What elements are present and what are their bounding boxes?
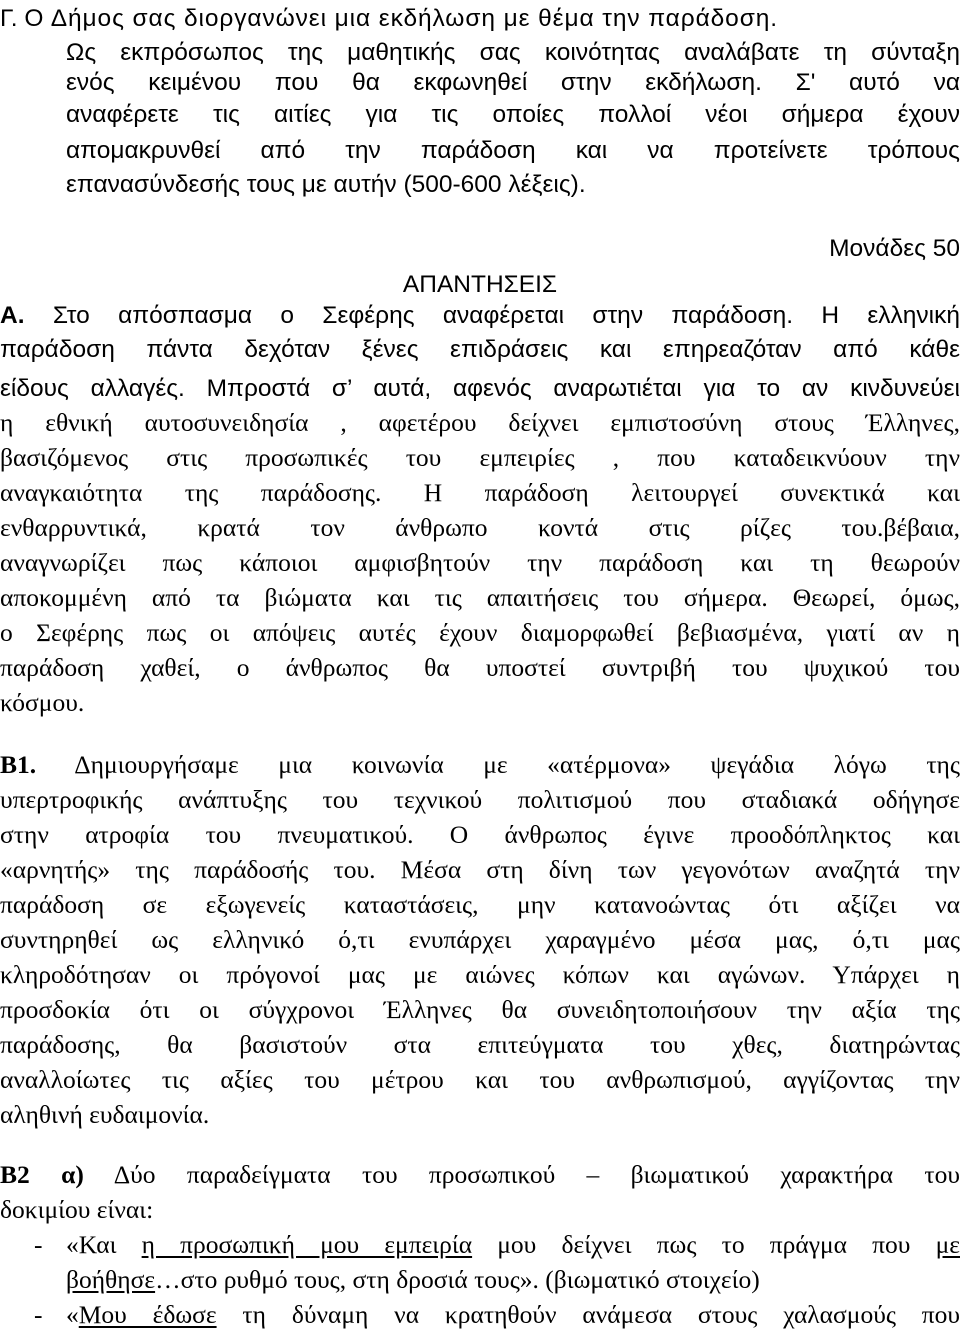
question-g-line-4: αναφέρετε τις αιτίες για τις οποίες πολλοί νέοι σήμερα έχουν bbox=[66, 101, 960, 128]
answer-a-line: είδους αλλαγές. Μπροστά σ’ αυτά, αφενός αναρωτιέται για το αν κινδυνεύει bbox=[0, 375, 960, 402]
answer-b1-line: στην ατροφία του πνευματικού. Ο άνθρωπος έγινε προοδόπληκτος και bbox=[0, 820, 960, 849]
answer-b1-line: αναλλοίωτες τις αξίες του μέτρου και του ανθρωπισμού, αγγίζοντας την bbox=[0, 1065, 960, 1094]
answer-b1-line: συντηρηθεί ως ελληνικό ό,τι ενυπάρχει χαραγμένο μέσα μας, ό,τι μας bbox=[0, 925, 960, 954]
answer-b2-line-2: δοκιμίου είναι: bbox=[0, 1195, 154, 1224]
answer-a-line: παράδοση χαθεί, ο άνθρωπος θα υποστεί συντριβή του ψυχικού του bbox=[0, 653, 960, 682]
answer-a-line: βασιζόμενος στις προσωπικές του εμπειρίες , που καταδεικνύουν την bbox=[0, 443, 960, 472]
question-g-line-3: ενός κειμένου που θα εκφωνηθεί στην εκδήλωση. Σ' αυτό να bbox=[66, 69, 960, 96]
answer-a-line: Α. Στο απόσπασμα ο Σεφέρης αναφέρεται στην παράδοση. Η ελληνική bbox=[0, 302, 960, 329]
answers-heading: ΑΠΑΝΤΗΣΕΙΣ bbox=[402, 271, 558, 298]
answer-b1-line: κληροδότησαν οι πρόγονοί μας με αιώνες κόπων και αγώνων. Υπάρχει η bbox=[0, 960, 960, 989]
question-g-label: Γ. bbox=[0, 5, 18, 32]
bullet-dash: - bbox=[34, 1300, 43, 1329]
answer-a-line: ο Σεφέρης πως οι απόψεις αυτές έχουν διαμορφωθεί βεβιασμένα, γιατί αν η bbox=[0, 618, 960, 647]
answer-b1-line: παράδοσης, θα βασιστούν στα επιτεύγματα του χθες, διατηρώντας bbox=[0, 1030, 960, 1059]
underlined-phrase: βοήθησε bbox=[66, 1265, 156, 1294]
answer-b2-line-1: Β2 α) Δύο παραδείγματα του προσωπικού – βιωματικού χαρακτήρα του bbox=[0, 1160, 960, 1189]
bullet-dash: - bbox=[34, 1230, 43, 1259]
question-g-line-1: Γ. Ο Δήμος σας διοργανώνει μια εκδήλωση με θέμα την παράδοση. bbox=[0, 5, 778, 32]
answer-a-line: ενθαρρυντικά, κρατά τον άνθρωπο κοντά στις ρίζες του.βέβαια, bbox=[0, 513, 960, 542]
answer-b1-line: Β1. Δημιουργήσαμε μια κοινωνία με «ατέρμονα» ψεγάδια λόγω της bbox=[0, 750, 960, 779]
answer-b1-line: «αρνητής» της παράδοσής του. Μέσα στη δίνη των γεγονότων αναζητά την bbox=[0, 855, 960, 884]
answer-a-line: αναγκαιότητα της παράδοσης. Η παράδοση λειτουργεί συνεκτικά και bbox=[0, 478, 960, 507]
answer-a-line: η εθνική αυτοσυνειδησία , αφετέρου δείχνει εμπιστοσύνη στους Έλληνες, bbox=[0, 408, 960, 437]
answer-a-label: Α. bbox=[0, 302, 25, 329]
answer-b2-label: Β2 α) bbox=[0, 1160, 84, 1189]
underlined-phrase: Μου έδωσε bbox=[78, 1300, 217, 1329]
answer-b1-line: υπερτροφικής ανάπτυξης του τεχνικού πολιτισμού που σταδιακά οδήγησε bbox=[0, 785, 960, 814]
answer-b1-line: παράδοση σε εξωγενείς καταστάσεις, μην κατανοώντας ότι αξίζει να bbox=[0, 890, 960, 919]
bullet-1-line-2: βοήθησε…στο ρυθμό τους, στη δροσιά τους». (βιωματικό στοιχείο) bbox=[66, 1265, 760, 1294]
answer-b1-line: προσδοκία ότι οι σύγχρονοι Έλληνες θα συνειδητοποιήσουν την αξία της bbox=[0, 995, 960, 1024]
answer-a-line: παράδοση πάντα δεχόταν ξένες επιδράσεις και επηρεαζόταν από κάθε bbox=[0, 336, 960, 363]
question-g-line-6: επανασύνδεσής τους με αυτήν (500-600 λέξεις). bbox=[66, 171, 586, 198]
bullet-1-line-1: «Και η προσωπική μου εμπειρία μου δείχνει πως το πράγμα που με bbox=[66, 1230, 960, 1259]
answer-b1-line: αληθινή ευδαιμονία. bbox=[0, 1100, 210, 1129]
question-g-line-5: απομακρυνθεί από την παράδοση και να προτείνετε τρόπους bbox=[66, 137, 960, 164]
answer-a-line: κόσμου. bbox=[0, 688, 85, 717]
answer-a-line: αποκομμένη από τα βιώματα και τις απαιτήσεις του σήμερα. Θεωρεί, όμως, bbox=[0, 583, 960, 612]
underlined-phrase: η προσωπική μου εμπειρία bbox=[141, 1230, 473, 1259]
answer-a-line: αναγνωρίζει πως κάποιοι αμφισβητούν την παράδοση και τη θεωρούν bbox=[0, 548, 960, 577]
answer-b1-label: Β1. bbox=[0, 750, 37, 779]
bullet-2-line-1: «Μου έδωσε τη δύναμη να κρατηθούν ανάμεσα στους χαλασμούς που bbox=[66, 1300, 960, 1329]
question-g-points: Μονάδες 50 bbox=[829, 235, 960, 262]
question-g-line-2: Ως εκπρόσωπος της μαθητικής σας κοινότητας αναλάβατε τη σύνταξη bbox=[66, 39, 960, 66]
underlined-phrase: με bbox=[935, 1230, 960, 1259]
